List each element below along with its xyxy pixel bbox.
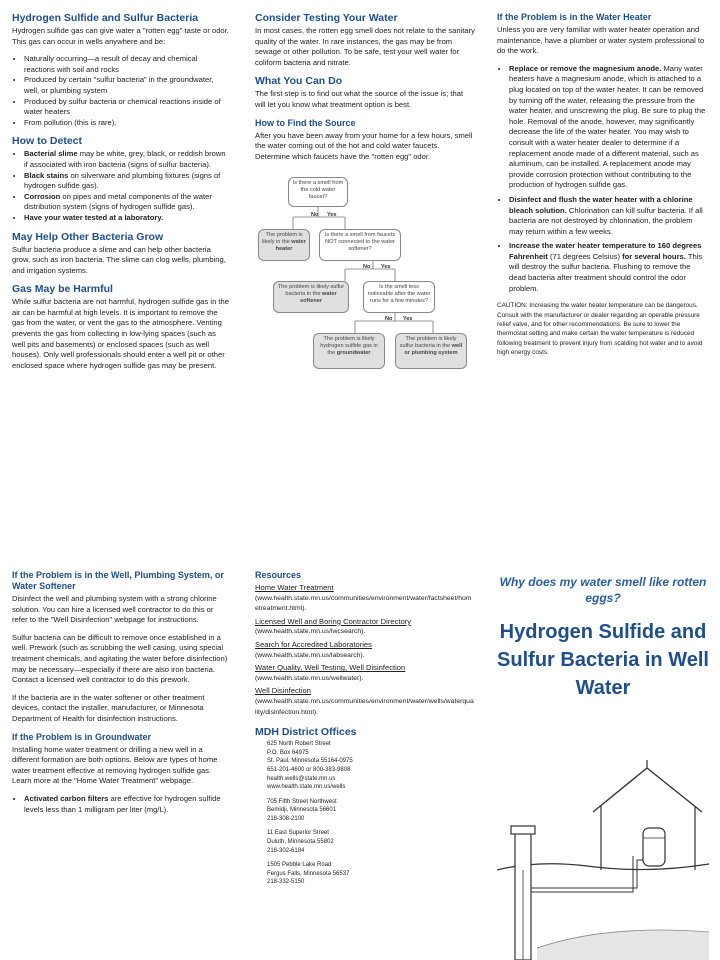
list-item: • Increase the water heater temperature to 160 degrees Fahrenheit (71 degrees Celsius) for several hours. This will destroy the sulfur bacteria. Flushing to remove the dead bacteria after treatment should control the odor problem.	[509, 241, 709, 294]
cover-question: Why does my water smell like rotten eggs?	[499, 575, 707, 605]
well-text-3: If the bacteria are in the water softener or other treatment devices, contact the installer, manufacturer, or Minnesota Department of Health for disinfection instructions.	[12, 692, 205, 723]
heading-well-problem: If the Problem is in the Well, Plumbing System, or Water Softener	[12, 570, 224, 591]
column-water-heater	[497, 12, 709, 365]
heading-resources: Resources	[255, 570, 302, 580]
column-hydrogen-sulfide	[12, 12, 230, 378]
flow-answer-well-plumbing: The problem is likely sulfur bacteria in the well or plumbing system	[395, 333, 467, 369]
list-item: • Produced by sulfur bacteria or chemical reactions inside of water heaters	[24, 97, 230, 118]
resource-url: (www.health.state.mn.us/communities/environment/water/factsheet/hometreatment.html).	[255, 594, 472, 613]
resource-item	[255, 617, 475, 638]
flow-question-runs: Is the smell less noticeable after the water runs for a few minutes?	[363, 281, 435, 313]
resource-item	[255, 686, 475, 718]
heading-what-you-can-do: What You Can Do	[255, 75, 343, 88]
resource-url: (www.health.state.mn.us/communities/environment/water/wells/waterquality/disinfection.html).	[255, 697, 474, 716]
list-item: • Corrosion on pipes and metal components of the water distribution system (signs of hydrogen sulfide gas).	[24, 192, 230, 213]
find-source-text: After you have been away from your home for a few hours, smell the water coming out of the hot and cold water faucets. Determine which faucets have the "rotten egg" odor.	[255, 130, 473, 161]
office-address: 705 Fifth Street Northwest Bemidji, Minnesota 56601 218-308-2100	[267, 798, 337, 822]
heading-gas-harmful: Gas May be Harmful	[12, 283, 113, 296]
heading-consider-testing: Consider Testing Your Water	[255, 12, 398, 24]
heading-find-source: How to Find the Source	[255, 117, 356, 128]
list-item: • Bacterial slime may be white, grey, black, or reddish brown if associated with iron bacteria (signs of sulfur bacteria).	[24, 149, 230, 170]
resource-link[interactable]: Search for Accredited Laboratories	[255, 639, 372, 649]
office-address: 625 North Robert Street P.O. Box 64975 St. Paul, Minnesota 55164-0975 651-201-4600 or 800-383-9808 health.wells@state.mn.us www.health.state.mn.us/wells	[267, 741, 353, 791]
well-text-1: Disinfect the well and plumbing system with a strong chlorine solution. You can hire a licensed well contractor to do this or refer to the "Well Disinfection" webpage for instructions.	[12, 594, 217, 625]
heading-water-heater: If the Problem is in the Water Heater	[497, 12, 652, 22]
resource-item	[255, 663, 475, 684]
office-address: 11 East Superior Street Duluth, Minnesota 55802 218-302-6184	[267, 830, 334, 854]
list-item: • From pollution (this is rare).	[24, 118, 230, 129]
source-flowchart	[255, 169, 475, 409]
water-heater-intro: Unless you are very familiar with water heater operation and maintenance, have a plumber or water system professional to do the work.	[497, 25, 705, 56]
flow-answer-water-softener: The problem is likely sulfur bacteria in the water softener	[273, 281, 349, 313]
flow-question-softener: Is there a smell from faucets NOT connected to the water softener?	[319, 229, 401, 261]
heater-steps-list	[497, 64, 709, 294]
office-address: 1505 Pebble Lake Road Fergus Falls, Minnesota 56537 218-332-5150	[267, 862, 350, 886]
gas-harmful-text: While sulfur bacteria are not harmful, hydrogen sulfide gas in the air can be harmful at high levels. It is important to remove the gas from the water, or vent the gas to the atmosphere. Venting prevents the gas from collecting in low-lying spaces (such as well pits and basements) or enclosed spaces (such as well houses). Only well professionals should enter a well pit or other enclosed space where hydrogen sulfide gas may be present.	[12, 297, 229, 370]
list-item: • Produced by certain "sulfur bacteria" in the groundwater, well, or plumbing system	[24, 75, 230, 96]
caution-note: CAUTION: Increasing the water heater temperature can be dangerous. Consult with the manufacturer or dealer regarding an operable pressure relief valve, and for other recommendations. Be sure to lower the thermostat setting and make certain the water temperature is reduced following treatment to prevent injury from scalding hot water and to avoid high energy costs.	[497, 302, 703, 357]
well-house-illustration	[497, 720, 709, 960]
heading-other-bacteria: May Help Other Bacteria Grow	[12, 230, 164, 243]
flow-label-no: No	[311, 212, 319, 219]
list-item: • Activated carbon filters are effective for hydrogen sulfide levels less than 1 milligram per liter (mg/L).	[24, 794, 230, 815]
hydrogen-intro: Hydrogen sulfide gas can give water a "rotten egg" taste or odor. This gas can occur in wells anywhere and be:	[12, 26, 229, 46]
resource-url: (www.health.state.mn.us/lwcsearch).	[255, 628, 366, 636]
resource-item	[255, 640, 475, 661]
can-do-text: The first step is to find out what the source of the issue is; that will let you know what treatment option is best.	[255, 89, 464, 109]
flow-label-no: No	[363, 264, 371, 271]
heading-groundwater: If the Problem is in Groundwater	[12, 731, 152, 742]
list-item: • Replace or remove the magnesium anode. Many water heaters have a magnesium anode, which is attached to a plug located on top of the water heater. It can be removed by turning off the water, releasing the pressure from the water heater, and unscrewing the plug. Be sure to plug the hole. Removal of the anode, however, may significantly decrease the life of the water heater. You may wish to consult with a water heater dealer to determine if a replacement anode made of a different material, such as aluminum, can be installed. A replacement anode may provide corrosion protection without contributing to the production of hydrogen sulfide gas.	[509, 64, 709, 191]
column-resources	[255, 570, 475, 893]
list-item: • Black stains on silverware and plumbing fixtures (signs of hydrogen sulfide gas).	[24, 171, 230, 192]
column-testing	[255, 12, 475, 409]
flow-answer-water-heater: The problem is likely in the water heater	[258, 229, 310, 261]
flow-label-no: No	[385, 316, 393, 323]
flow-label-yes: Yes	[327, 212, 337, 219]
list-item: • Disinfect and flush the water heater with a chlorine bleach solution. Chlorination can kill sulfur bacteria. If all bacteria are not destroyed by chlorination, the problem may return within a few weeks.	[509, 195, 709, 237]
treatment-list	[12, 794, 230, 815]
heading-district-offices: MDH District Offices	[255, 726, 357, 739]
cover-title: Hydrogen Sulfide and Sulfur Bacteria in Well Water	[497, 621, 709, 699]
resource-item	[255, 583, 475, 615]
flow-label-yes: Yes	[381, 264, 391, 271]
resource-link[interactable]: Home Water Treatment	[255, 583, 334, 592]
list-item: • Naturally occurring—a result of decay and chemical reactions with soil and rocks	[24, 54, 230, 75]
list-item: • Have your water tested at a laboratory.	[24, 213, 230, 224]
testing-text: In most cases, the rotten egg smell does not relate to the sanitary quality of the water. In rare instances, the gas may be from sewage or other pollution. To be safe, test your well water for coliform bacteria and nitrate.	[255, 26, 475, 67]
heading-how-to-detect: How to Detect	[12, 135, 83, 148]
well-text-2: Sulfur bacteria can be difficult to remove once established in a well. Prework (such as scrubbing the well casing, using special treatment chemicals, and agitating the water before disinfection) may be necessary—especially if there are also iron bacteria. Contact a licensed well contractor to do this prework.	[12, 632, 228, 685]
detect-list	[12, 149, 230, 223]
resource-link[interactable]: Licensed Well and Boring Contractor Directory	[255, 616, 412, 626]
resource-link[interactable]: Well Disinfection	[255, 686, 311, 696]
column-well-problem	[12, 570, 230, 822]
groundwater-text: Installing home water treatment or drilling a new well in a different formation are both options. Below are types of home water treatment effective at removing hydrogen sulfide gas. Learn more at the "Home Water Treatment" webpage.	[12, 744, 218, 786]
resource-url: (www.health.state.mn.us/wellwater).	[255, 674, 364, 682]
heading-hydrogen-sulfide: Hydrogen Sulfide and Sulfur Bacteria	[12, 12, 199, 24]
flow-answer-groundwater: The problem is likely hydrogen sulfide gas in the groundwater	[313, 333, 385, 369]
resource-url: (www.health.state.mn.us/labsearch).	[255, 651, 365, 659]
resource-link[interactable]: Water Quality, Well Testing, Well Disinfection	[255, 663, 406, 673]
other-bacteria-text: Sulfur bacteria produce a slime and can help other bacteria grow, such as iron bacteria. The slime can clog wells, plumbing, and irrigation systems.	[12, 244, 226, 275]
flow-label-yes: Yes	[403, 316, 413, 323]
flow-question-cold: Is there a smell from the cold water faucet?	[288, 177, 348, 207]
sources-list	[12, 54, 230, 128]
